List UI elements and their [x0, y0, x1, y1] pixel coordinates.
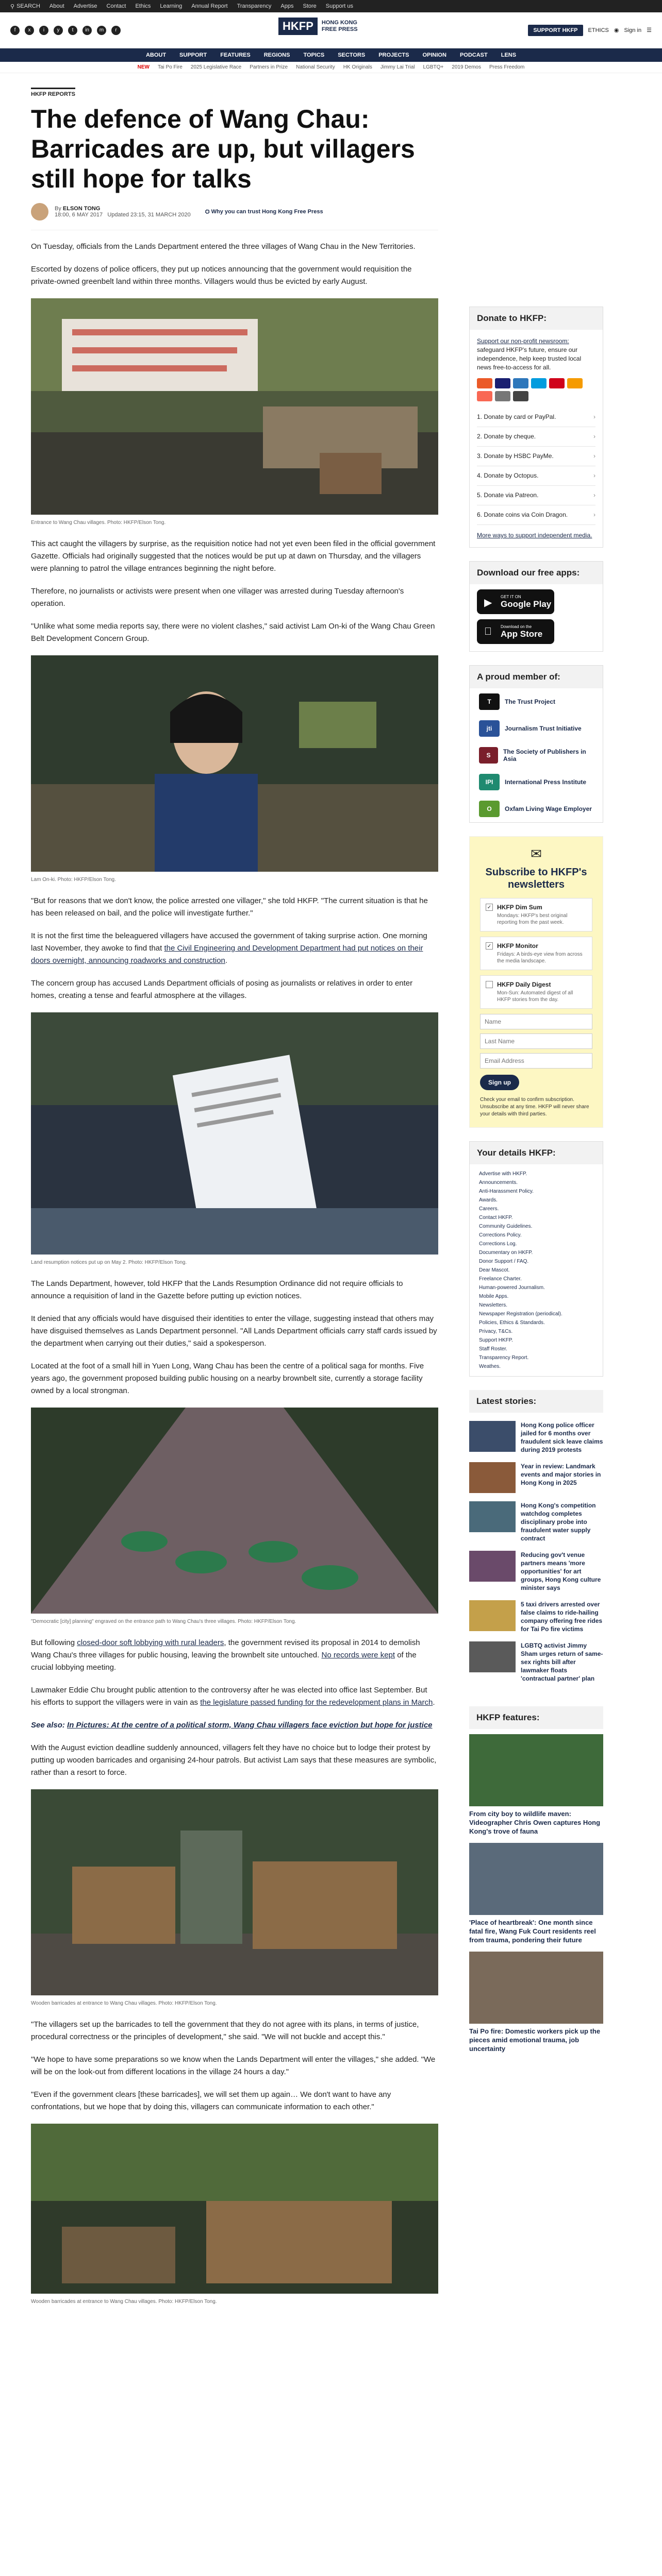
- nav-topics[interactable]: TOPICS: [303, 52, 325, 58]
- soft-lobbying-link[interactable]: closed-door soft lobbying with rural leaders: [77, 1638, 224, 1647]
- story-thumbnail: [469, 1600, 516, 1631]
- feature-story[interactable]: Tai Po fire: Domestic workers pick up the pieces amid emotional trauma, job uncertainty: [469, 1952, 603, 2053]
- features-title: HKFP features:: [469, 1706, 603, 1729]
- latest-story[interactable]: 5 taxi drivers arrested over false claims to ride-hailing company offering free rides for Tai Po fire victims: [469, 1597, 603, 1636]
- bank-icon: [513, 391, 528, 401]
- name-field[interactable]: [480, 1014, 592, 1029]
- feature-image: [469, 1734, 603, 1806]
- facebook-icon[interactable]: f: [10, 26, 20, 35]
- checkbox-checked-icon[interactable]: ✓: [486, 942, 493, 950]
- logo-line-1: HONG KONG: [321, 20, 357, 26]
- details-link[interactable]: Announcements.: [479, 1180, 518, 1185]
- payment-cards: [477, 378, 595, 401]
- rss-icon[interactable]: r: [111, 26, 121, 35]
- telegram-icon[interactable]: t: [68, 26, 77, 35]
- youtube-icon[interactable]: y: [54, 26, 63, 35]
- latest-story[interactable]: Hong Kong police officer jailed for 6 months over fraudulent sick leave claims during 2019 protests: [469, 1418, 603, 1457]
- trust-project-icon: T: [479, 693, 500, 710]
- photo-path: [31, 1408, 438, 1614]
- details-title: Your details HKFP:: [470, 1142, 603, 1164]
- topbar-apps[interactable]: Apps: [280, 3, 294, 9]
- photo-caption: Wooden barricades at entrance to Wang Chau villages. Photo: HKFP/Elson Tong.: [31, 2299, 217, 2304]
- topbar-store[interactable]: Store: [303, 3, 317, 9]
- feature-image: [469, 1843, 603, 1915]
- paragraph: The concern group has accused Lands Department officials of posing as journalists or relatives in order to enter homes, creating a tense and fearful atmosphere at the villages.: [31, 979, 413, 1000]
- ethics-link[interactable]: ETHICS: [588, 27, 609, 33]
- photo-caption: Lam On-ki. Photo: HKFP/Elson Tong.: [31, 877, 116, 883]
- newsletter-widget: [469, 836, 603, 1128]
- details-link[interactable]: Freelance Charter.: [479, 1276, 522, 1282]
- apps-widget: [469, 561, 603, 652]
- paragraph: It denied that any officials would have disguised their identities to enter the village, suggesting instead that others may have disguised themselves as Lands Department personnel. "All Lands Department officials carry staff cards issued by the department when carrying out their duties," said a spokesperson.: [31, 1314, 437, 1348]
- article-column: [31, 88, 438, 2317]
- figure-path: [31, 1408, 438, 1624]
- details-link[interactable]: Staff Roster.: [479, 1346, 507, 1352]
- paragraph: "But for reasons that we don't know, the police arrested one villager," she told HKFP. "The current situation is that he has been released on bail, and the police will investigate further.": [31, 896, 428, 918]
- photo-caption: Wooden barricades at entrance to Wang Chau villages. Photo: HKFP/Elson Tong.: [31, 2001, 217, 2006]
- nav-about[interactable]: ABOUT: [145, 52, 167, 58]
- email-field[interactable]: [480, 1053, 592, 1069]
- details-list: [470, 1164, 603, 1376]
- paragraph: On Tuesday, officials from the Lands Department entered the three villages of Wang Chau in the New Territories.: [31, 242, 416, 251]
- user-icon[interactable]: ◉: [614, 27, 619, 33]
- details-widget: [469, 1141, 603, 1377]
- author-avatar: [31, 203, 48, 221]
- donate-option[interactable]: 3. Donate by HSBC PayMe. ›: [477, 447, 595, 466]
- features-widget: [469, 1706, 603, 2065]
- nav-opinion[interactable]: OPINION: [422, 52, 446, 58]
- members-widget: [469, 665, 603, 823]
- trending-bar: [0, 62, 662, 73]
- topbar-contact[interactable]: Contact: [106, 3, 126, 9]
- more-ways-link[interactable]: More ways to support independent media.: [477, 532, 592, 539]
- google-play-badge[interactable]: ▶ GET IT ON Google Play: [477, 589, 554, 614]
- top-utility-bar: [0, 0, 662, 12]
- photo-caption: "Democratic [city] planning" engraved on the entrance path to Wang Chau's three villages. Photo: HKFP/Elson Tong.: [31, 1619, 296, 1624]
- search-icon: ⚲: [10, 3, 15, 10]
- details-link[interactable]: Weathes.: [479, 1364, 501, 1369]
- feature-image: [469, 1952, 603, 2024]
- donate-option[interactable]: 2. Donate by cheque. ›: [477, 427, 595, 447]
- nav-features[interactable]: FEATURES: [220, 52, 251, 58]
- menu-icon[interactable]: ☰: [647, 27, 652, 33]
- donate-link[interactable]: Support our non-profit newsroom:: [477, 337, 569, 345]
- paragraph: The Lands Department, however, told HKFP that the Lands Resumption Ordinance did not require officials to announce a requisition of land in the Gazette before putting up eviction notices.: [31, 1279, 403, 1300]
- nav-lens[interactable]: LENS: [501, 52, 517, 58]
- donate-option[interactable]: 4. Donate by Octopus. ›: [477, 466, 595, 486]
- last-name-field[interactable]: [480, 1033, 592, 1049]
- details-link[interactable]: Dear Mascot.: [479, 1267, 510, 1273]
- shield-icon: ⛭: [205, 208, 210, 215]
- social-links: [10, 26, 121, 35]
- apps-title: Download our free apps:: [470, 562, 603, 584]
- sign-up-button[interactable]: Sign up: [480, 1075, 519, 1090]
- photo-entrance: [31, 298, 438, 515]
- details-link[interactable]: Community Guidelines.: [479, 1224, 533, 1229]
- details-link[interactable]: Human-powered Journalism.: [479, 1285, 545, 1291]
- donate-option[interactable]: 1. Donate by card or PayPal. ›: [477, 408, 595, 427]
- linkedin-icon[interactable]: in: [82, 26, 92, 35]
- latest-story[interactable]: LGBTQ activist Jimmy Sham urges return of same-sex rights bill after lawmaker floats 'contractual partner' plan: [469, 1638, 603, 1686]
- members-title: A proud member of:: [470, 666, 603, 688]
- checkbox-checked-icon[interactable]: ✓: [486, 904, 493, 911]
- paragraph: "Even if the government clears [these barricades], we will set them up again… We don't want to have any confrontations, but we hope that by doing this, villagers can communicate information to each other.": [31, 2090, 391, 2111]
- details-link[interactable]: Newsletters.: [479, 1302, 508, 1308]
- paragraph: Located at the foot of a small hill in Yuen Long, Wang Chau has been the centre of a political saga for months. Five years ago, the government proposed building public housing on a nearby brownbelt site, currently a storage facility owned by a local strongman.: [31, 1362, 424, 1395]
- paragraph: Lawmaker Eddie Chu brought public attention to the controversy after he was elected into office last September. But his efforts to support the villagers were in vain as the legislature passed funding for the redevelopment plans in March.: [31, 1686, 435, 1707]
- newsletter-fine-print: Check your email to confirm subscription. Unsubscribe at any time. HKFP will never share your details with third parties.: [480, 1097, 589, 1117]
- newsletter-option-daily-digest[interactable]: HKFP Daily Digest Mon-Sun: Automated digest of all HKFP stories from the day.: [480, 975, 592, 1009]
- figure-lam-on-ki: [31, 655, 438, 883]
- details-link[interactable]: Support HKFP.: [479, 1337, 513, 1343]
- figure-barricades-2: [31, 2124, 438, 2304]
- paragraph: Escorted by dozens of police officers, they put up notices announcing that the government would requisition the private-owned greenbelt land within three months. Villagers would thus be evicted by early August.: [31, 265, 412, 286]
- topbar-advertise[interactable]: Advertise: [73, 3, 97, 9]
- apple-icon: [484, 626, 492, 638]
- trending-link[interactable]: National Security: [296, 64, 335, 70]
- mastercard-icon: [477, 378, 492, 388]
- feature-story[interactable]: 'Place of heartbreak': One month since fatal fire, Wang Fuk Court residents reel from trauma, pondering their future: [469, 1843, 603, 1944]
- nav-podcast[interactable]: PODCAST: [459, 52, 488, 58]
- instagram-icon[interactable]: i: [39, 26, 48, 35]
- trending-link[interactable]: Tai Po Fire: [157, 64, 183, 70]
- see-also-link[interactable]: In Pictures: At the centre of a political storm, Wang Chau villagers face eviction but hope for justice: [67, 1721, 433, 1730]
- details-link[interactable]: Advertise with HKFP.: [479, 1171, 527, 1177]
- details-link[interactable]: Donor Support / FAQ.: [479, 1259, 529, 1264]
- chevron-right-icon: ›: [593, 433, 595, 440]
- photo-barricades-2: [31, 2124, 438, 2294]
- see-also: See also: In Pictures: At the centre of a political storm, Wang Chau villagers face eviction but hope for justice: [31, 1721, 433, 1730]
- chevron-right-icon: ›: [593, 492, 595, 499]
- photo-lam-on-ki: [31, 655, 438, 872]
- story-thumbnail: [469, 1462, 516, 1493]
- donate-text: safeguard HKFP's future, ensure our independence, help keep trusted local news free-to-access for all.: [477, 346, 582, 371]
- topbar-support[interactable]: Support us: [325, 3, 353, 9]
- figure-notices: [31, 1012, 438, 1265]
- details-link[interactable]: Mobile Apps.: [479, 1294, 509, 1299]
- paragraph: With the August eviction deadline suddenly announced, villagers felt they have no choice but to lodge their protest by putting up wooden barricades and organising 24-hour patrols. But activist Lam says that these measures are symbolic, rather than a resort to force.: [31, 1743, 437, 1777]
- details-link[interactable]: Anti-Harassment Policy.: [479, 1189, 534, 1194]
- donate-widget: [469, 307, 603, 548]
- oxfam-icon: O: [479, 801, 500, 817]
- cheque-icon: [495, 391, 510, 401]
- trending-link[interactable]: LGBTQ+: [423, 64, 444, 70]
- trending-link[interactable]: 2019 Demos: [452, 64, 481, 70]
- nav-support[interactable]: SUPPORT: [179, 52, 207, 58]
- updated-date: Updated 23:15, 31 MARCH 2020: [107, 212, 191, 218]
- paragraph: This act caught the villagers by surprise, as the requisition notice had not yet even been filed in the official government Gazette. Officials had originally suggested that the notices would be put up at dawn on Thursday, and the villagers were planning to patrol the village entrances beginning the night before.: [31, 539, 436, 573]
- octopus-icon: [567, 378, 583, 388]
- newsletter-title: Subscribe to HKFP's newsletters: [485, 867, 587, 890]
- latest-story[interactable]: Year in review: Landmark events and major stories in Hong Kong in 2025: [469, 1459, 603, 1496]
- latest-story[interactable]: Reducing gov't venue partners means 'more opportunities' for art groups, Hong Kong culture minister says: [469, 1548, 603, 1595]
- newsletter-option-monitor[interactable]: ✓ HKFP Monitor Fridays: A birds-eye view from across the media landscape.: [480, 937, 592, 970]
- trending-link[interactable]: Partners in Prize: [250, 64, 288, 70]
- story-thumbnail: [469, 1641, 516, 1672]
- member-oxfam[interactable]: O Oxfam Living Wage Employer: [470, 795, 603, 822]
- logo-line-2: FREE PRESS: [321, 26, 358, 32]
- details-link[interactable]: Transparency Report.: [479, 1355, 529, 1361]
- photo-barricades-1: [31, 1789, 438, 1995]
- member-sopa[interactable]: S The Society of Publishers in Asia: [470, 742, 603, 769]
- app-store-badge[interactable]: Download on the App Store: [477, 619, 554, 644]
- figure-entrance: [31, 298, 438, 526]
- mail-icon[interactable]: m: [97, 26, 106, 35]
- sidebar: [469, 307, 603, 2079]
- details-link[interactable]: Policies, Ethics & Standards.: [479, 1320, 545, 1326]
- trending-link[interactable]: 2025 Legislative Race: [190, 64, 242, 70]
- nav-projects[interactable]: PROJECTS: [378, 52, 409, 58]
- mail-icon: ✉: [531, 846, 542, 861]
- member-ipi[interactable]: IPI International Press Institute: [470, 769, 603, 795]
- paragraph: It is not the first time the beleaguered villagers have accused the government of taking surprise action. One morning last November, they awoke to find that the Civil Engineering and Development Department had put notices on their doors overnight, announcing roadworks and construction.: [31, 931, 427, 965]
- checkbox-icon[interactable]: [486, 981, 493, 988]
- trending-link[interactable]: Jimmy Lai Trial: [380, 64, 415, 70]
- member-jti[interactable]: jti Journalism Trust Initiative: [470, 715, 603, 742]
- sopa-icon: S: [479, 747, 498, 764]
- details-link[interactable]: Documentary on HKFP.: [479, 1250, 533, 1256]
- topbar-transparency[interactable]: Transparency: [237, 3, 272, 9]
- details-link[interactable]: Privacy, T&Cs.: [479, 1329, 513, 1334]
- play-icon: ▶: [484, 597, 492, 608]
- trending-link[interactable]: Press Freedom: [489, 64, 525, 70]
- chevron-right-icon: ›: [593, 413, 595, 420]
- member-trust-project[interactable]: T The Trust Project: [470, 688, 603, 715]
- photo-caption: Entrance to Wang Chau villages. Photo: HKFP/Elson Tong.: [31, 520, 166, 526]
- paragraph: "The villagers set up the barricades to tell the government that they do not agree with its plans, in terms of justice, procedural correctness or the principles of development," she said. "We will not buckle and accept this.": [31, 2020, 419, 2041]
- no-records-link[interactable]: No records were kept: [321, 1651, 395, 1659]
- details-link[interactable]: Newspaper Registration (periodical).: [479, 1311, 562, 1317]
- donate-title: Donate to HKFP:: [470, 307, 603, 330]
- topbar-search[interactable]: ⚲ SEARCH: [10, 3, 40, 10]
- paragraph: Therefore, no journalists or activists were present when one villager was arrested during Tuesday afternoon's operation.: [31, 587, 404, 608]
- payme-icon: [549, 378, 565, 388]
- article-category[interactable]: HKFP REPORTS: [31, 88, 75, 97]
- main-nav: [0, 48, 662, 62]
- new-badge: NEW: [137, 64, 150, 70]
- trust-link[interactable]: ⛭ Why you can trust Hong Kong Free Press: [205, 208, 323, 215]
- donate-option[interactable]: 5. Donate via Patreon. ›: [477, 486, 595, 505]
- topbar-ethics[interactable]: Ethics: [135, 3, 151, 9]
- chevron-right-icon: ›: [593, 511, 595, 518]
- paragraph: But following closed-door soft lobbying with rural leaders, the government revised its proposal in 2014 to demolish Wang Chau's three villages for public housing, leaving the brownbelt site untouched. No records were kept of the crucial lobbying meeting.: [31, 1638, 420, 1672]
- nav-regions[interactable]: REGIONS: [263, 52, 290, 58]
- newsletter-option-dim-sum[interactable]: ✓ HKFP Dim Sum Mondays: HKFP's best original reporting from the past week.: [480, 898, 592, 931]
- ipi-icon: IPI: [479, 774, 500, 790]
- trending-link[interactable]: HK Originals: [343, 64, 372, 70]
- latest-widget: [469, 1390, 603, 1693]
- details-link[interactable]: Corrections Policy.: [479, 1232, 522, 1238]
- support-hkfp-button[interactable]: SUPPORT HKFP: [528, 25, 583, 36]
- chevron-right-icon: ›: [593, 472, 595, 479]
- figure-barricades-1: [31, 1789, 438, 2006]
- nav-sectors[interactable]: SECTORS: [338, 52, 366, 58]
- photo-notices: [31, 1012, 438, 1255]
- details-link[interactable]: Contact HKFP.: [479, 1215, 513, 1221]
- feature-story[interactable]: From city boy to wildlife maven: Videographer Chris Owen captures Hong Kong's trove of fauna: [469, 1734, 603, 1836]
- site-header: [0, 12, 662, 48]
- details-link[interactable]: Awards.: [479, 1197, 498, 1203]
- chevron-right-icon: ›: [593, 452, 595, 460]
- sign-in-link[interactable]: Sign in: [624, 27, 642, 33]
- story-thumbnail: [469, 1551, 516, 1582]
- paypal-icon: [531, 378, 547, 388]
- details-link[interactable]: Corrections Log.: [479, 1241, 517, 1247]
- topbar-annual-report[interactable]: Annual Report: [191, 3, 228, 9]
- topbar-about[interactable]: About: [49, 3, 64, 9]
- story-thumbnail: [469, 1421, 516, 1452]
- paragraph: "Unlike what some media reports say, there were no violent clashes," said activist Lam On-ki of the Wang Chau Green Belt Development Concern Group.: [31, 622, 435, 643]
- latest-story[interactable]: Hong Kong's competition watchdog completes disciplinary probe into fraudulent water supply contract: [469, 1498, 603, 1546]
- visa-icon: [495, 378, 510, 388]
- amex-icon: [513, 378, 528, 388]
- photo-caption: Land resumption notices put up on May 2. Photo: HKFP/Elson Tong.: [31, 1260, 187, 1265]
- details-link[interactable]: Careers.: [479, 1206, 499, 1212]
- header-actions: [528, 25, 652, 36]
- article-title: The defence of Wang Chau: Barricades are up, but villagers still hope for talks: [31, 105, 415, 193]
- patreon-icon: [477, 391, 492, 401]
- byline: By ELSON TONG 18:00, 6 MAY 2017 Updated 23:15, 31 MARCH 2020 ⛭ Why you can trust Hong Kong Free Press: [31, 203, 438, 230]
- latest-title: Latest stories:: [469, 1390, 603, 1413]
- paragraph: "We hope to have some preparations so we know when the Lands Department will enter the villages," she added. "We will be on the look-out from different locations in the village 24 hours a day.": [31, 2055, 436, 2076]
- donate-option[interactable]: 6. Donate coins via Coin Dragon. ›: [477, 505, 595, 525]
- cedd-notices-link[interactable]: the Civil Engineering and Development Department had put notices on their doors overnight, announcing roadworks and construction: [31, 944, 423, 965]
- jti-icon: jti: [479, 720, 500, 737]
- article-body: [31, 241, 438, 2304]
- author-name[interactable]: ELSON TONG: [62, 206, 101, 212]
- story-thumbnail: [469, 1501, 516, 1532]
- x-icon[interactable]: x: [25, 26, 34, 35]
- legislature-funding-link[interactable]: the legislature passed funding for the redevelopment plans in March: [200, 1698, 433, 1707]
- publish-date: 18:00, 6 MAY 2017: [55, 212, 103, 218]
- site-logo[interactable]: [278, 18, 358, 35]
- logo-mark: HKFP: [278, 18, 318, 35]
- topbar-learning[interactable]: Learning: [160, 3, 183, 9]
